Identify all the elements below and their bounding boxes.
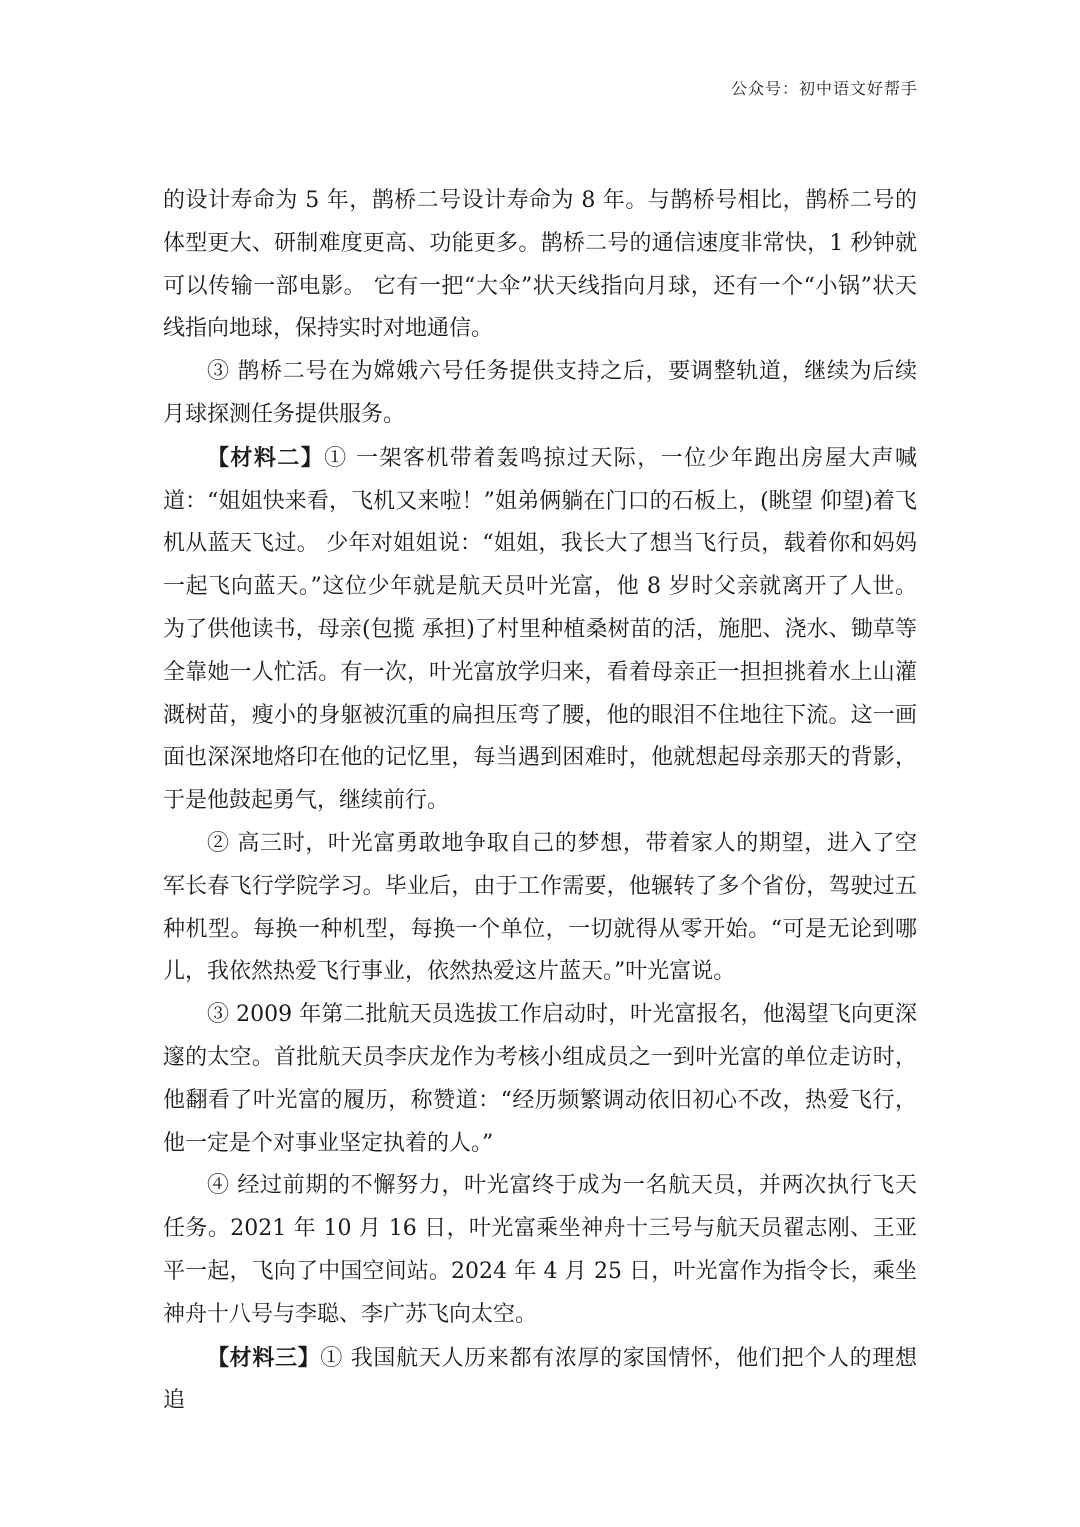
- paragraph-continuation: [163, 180, 917, 351]
- material-two-paragraph-4: [163, 1165, 917, 1336]
- material-three-label: 【材料三】: [207, 1344, 321, 1371]
- material-three-paragraph-1: [163, 1337, 917, 1424]
- paragraph-text: 的设计寿命为 5 年，鹊桥二号设计寿命为 8 年。与鹊桥号相比，鹊桥二号的体型更大、研制难度更高、功能更多。鹊桥二号的通信速度非常快，1 秒钟就可以传输一部电影。 它有一把“大伞”状天线指向月球，还有一个“小锅”状天线指向地球，保持实时对地通信。: [163, 188, 917, 342]
- material-two-paragraph-3: [163, 994, 917, 1165]
- paragraph-text: ② 高三时，叶光富勇敢地争取自己的梦想，带着家人的期望，进入了空军长春飞行学院学习。毕业后，由于工作需要，他辗转了多个省份，驾驶过五种机型。每换一种机型，每换一个单位，一切就得从零开始。“可是无论到哪儿，我依然热爱飞行事业，依然热爱这片蓝天。”叶光富说。: [163, 830, 917, 985]
- paragraph-text: ④ 经过前期的不懈努力，叶光富终于成为一名航天员，并两次执行飞天任务。2021 年 10 月 16 日，叶光富乘坐神舟十三号与航天员翟志刚、王亚平一起，飞向了中国空间站。2024 年 4 月 25 日，叶光富作为指令长，乘坐神舟十八号与李聪、李广苏飞向太空。: [163, 1173, 917, 1327]
- paragraph-text: ③ 2009 年第二批航天员选拔工作启动时，叶光富报名，他渴望飞向更深邃的太空。首批航天员李庆龙作为考核小组成员之一到叶光富的单位走访时，他翻看了叶光富的履历，称赞道：“经历频繁调动依旧初心不改，热爱飞行，他一定是个对事业坚定执着的人。”: [163, 1002, 917, 1156]
- document-body: [163, 180, 917, 1423]
- material-two-paragraph-2: [163, 823, 917, 994]
- material-two-label: 【材料二】: [207, 444, 325, 471]
- paragraph-text: ① 我国航天人历来都有浓厚的家国情怀，他们把个人的理想追: [163, 1345, 917, 1414]
- source-watermark: 公众号：初中语文好帮手: [730, 79, 918, 98]
- material-two-paragraph-1: [163, 437, 917, 823]
- paragraph-text: ① 一架客机带着轰鸣掠过天际，一位少年跑出房屋大声喊道：“姐姐快来看，飞机又来啦！”姐弟俩躺在门口的石板上，(眺望 仰望)着飞机从蓝天飞过。 少年对姐姐说：“姐姐，我长大了想当飞行员，载着你和妈妈一起飞向蓝天。”这位少年就是航天员叶光富，他 8 岁时父亲就离开了人世。为了供他读书，母亲(包揽 承担)了村里种植桑树苗的活，施肥、浇水、锄草等全靠她一人忙活。有一次，叶光富放学归来，看着母亲正一担担挑着水上山灌溉树苗，瘦小的身躯被沉重的扁担压弯了腰，他的眼泪不住地往下流。这一画面也深深地烙印在他的记忆里，每当遇到困难时，他就想起母亲那天的背影，于是他鼓起勇气，继续前行。: [163, 445, 917, 814]
- paragraph-text: ③ 鹊桥二号在为嫦娥六号任务提供支持之后，要调整轨道，继续为后续月球探测任务提供服务。: [163, 359, 917, 427]
- paragraph-item-3: [163, 351, 917, 437]
